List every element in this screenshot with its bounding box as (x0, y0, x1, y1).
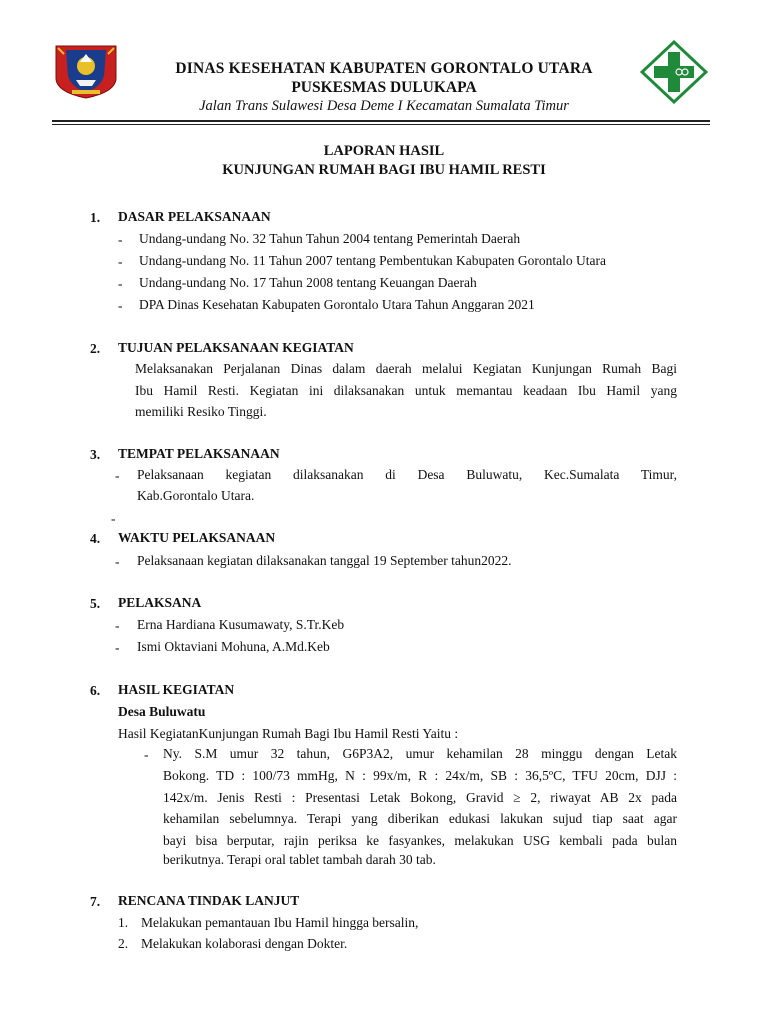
list-item: Ismi Oktaviani Mohuna, A.Md.Keb (137, 639, 330, 654)
list-item: DPA Dinas Kesehatan Kabupaten Gorontalo Utara Tahun Anggaran 2021 (139, 297, 535, 312)
puskesmas-name: PUSKESMAS DULUKAPA (291, 79, 477, 96)
report-title: LAPORAN HASIL (323, 143, 445, 159)
address: Jalan Trans Sulawesi Desa Deme I Kecamatan Sumalata Timur (199, 98, 569, 114)
puskesmas-logo-icon (640, 40, 708, 104)
paragraph-line: berikutnya. Terapi oral tablet tambah darah 30 tab. (163, 852, 436, 867)
paragraph-line: Ny. S.M umur 32 tahun, G6P3A2, umur kehamilan 28 minggu dengan Letak (163, 746, 677, 761)
section-1-number: 1. (90, 210, 101, 225)
paragraph-line: Kab.Gorontalo Utara. (137, 488, 255, 503)
list-item: Melakukan pemantauan Ibu Hamil hingga bersalin, (141, 915, 419, 930)
section-2-number: 2. (90, 341, 101, 356)
list-item: Erna Hardiana Kusumawaty, S.Tr.Keb (137, 617, 345, 632)
section-5-heading: PELAKSANA (118, 595, 202, 610)
paragraph-line: Bokong. TD : 100/73 mmHg, N : 99x/m, R : 24x/m, SB : 36,5ºC, TFU 20cm, DJJ : (163, 768, 677, 783)
section-3-heading: TEMPAT PELAKSANAAN (118, 446, 280, 461)
bullet-dash: - (115, 554, 120, 569)
paragraph-line: memiliki Resiko Tinggi. (135, 404, 267, 419)
bullet-dash: - (144, 747, 149, 762)
paragraph-line: kehamilan sebelumnya. Terapi yang diberikan edukasi lakukan sujud tiap saat agar (163, 811, 677, 826)
bullet-dash: - (111, 511, 116, 526)
paragraph-line: Hasil KegiatanKunjungan Rumah Bagi Ibu Hamil Resti Yaitu : (118, 726, 459, 741)
paragraph-line: bayi bisa berputar, rajin periksa ke fasyankes, melakukan USG kembali pada bulan (163, 833, 677, 848)
section-4-heading: WAKTU PELAKSANAAN (118, 530, 276, 545)
bullet-dash: - (118, 276, 123, 291)
gorontalo-utara-emblem-icon (50, 40, 122, 100)
section-2-heading: TUJUAN PELAKSANAAN KEGIATAN (118, 340, 354, 355)
paragraph-line: Melaksanakan Perjalanan Dinas dalam daerah melalui Kegiatan Kunjungan Rumah Bagi (135, 361, 677, 376)
section-6-heading: HASIL KEGIATAN (118, 682, 235, 697)
section-7-number: 7. (90, 894, 101, 909)
section-5-number: 5. (90, 596, 101, 611)
section-3-number: 3. (90, 447, 101, 462)
header-rule-thick (52, 120, 710, 122)
bullet-dash: - (118, 232, 123, 247)
bullet-dash: - (118, 254, 123, 269)
agency-name: DINAS KESEHATAN KABUPATEN GORONTALO UTARA (175, 60, 593, 77)
section-7-heading: RENCANA TINDAK LANJUT (118, 893, 300, 908)
report-subtitle: KUNJUNGAN RUMAH BAGI IBU HAMIL RESTI (222, 162, 546, 178)
list-item: Undang-undang No. 32 Tahun Tahun 2004 tentang Pemerintah Daerah (139, 231, 521, 246)
paragraph-line: 142x/m. Jenis Resti : Presentasi Letak Bokong, Gravid ≥ 2, riwayat AB 2x pada (163, 790, 677, 805)
section-6-number: 6. (90, 683, 101, 698)
list-item: Undang-undang No. 11 Tahun 2007 tentang Pembentukan Kabupaten Gorontalo Utara (139, 253, 606, 268)
list-number: 2. (118, 936, 129, 951)
section-4-number: 4. (90, 531, 101, 546)
section-1-heading: DASAR PELAKSANAAN (118, 209, 271, 224)
paragraph-line: Pelaksanaan kegiatan dilaksanakan di Desa Buluwatu, Kec.Sumalata Timur, (137, 467, 677, 482)
paragraph-line: Pelaksanaan kegiatan dilaksanakan tanggal 19 September tahun2022. (137, 553, 512, 568)
header-rule-thin (52, 124, 710, 125)
bullet-dash: - (115, 640, 120, 655)
list-number: 1. (118, 915, 129, 930)
subheading: Desa Buluwatu (118, 704, 206, 719)
list-item: Melakukan kolaborasi dengan Dokter. (141, 936, 348, 951)
bullet-dash: - (115, 618, 120, 633)
list-item: Undang-undang No. 17 Tahun 2008 tentang Keuangan Daerah (139, 275, 477, 290)
bullet-dash: - (118, 298, 123, 313)
paragraph-line: Ibu Hamil Resti. Kegiatan ini dilaksanakan untuk memantau keadaan Ibu Hamil yang (135, 383, 677, 398)
bullet-dash: - (115, 468, 120, 483)
